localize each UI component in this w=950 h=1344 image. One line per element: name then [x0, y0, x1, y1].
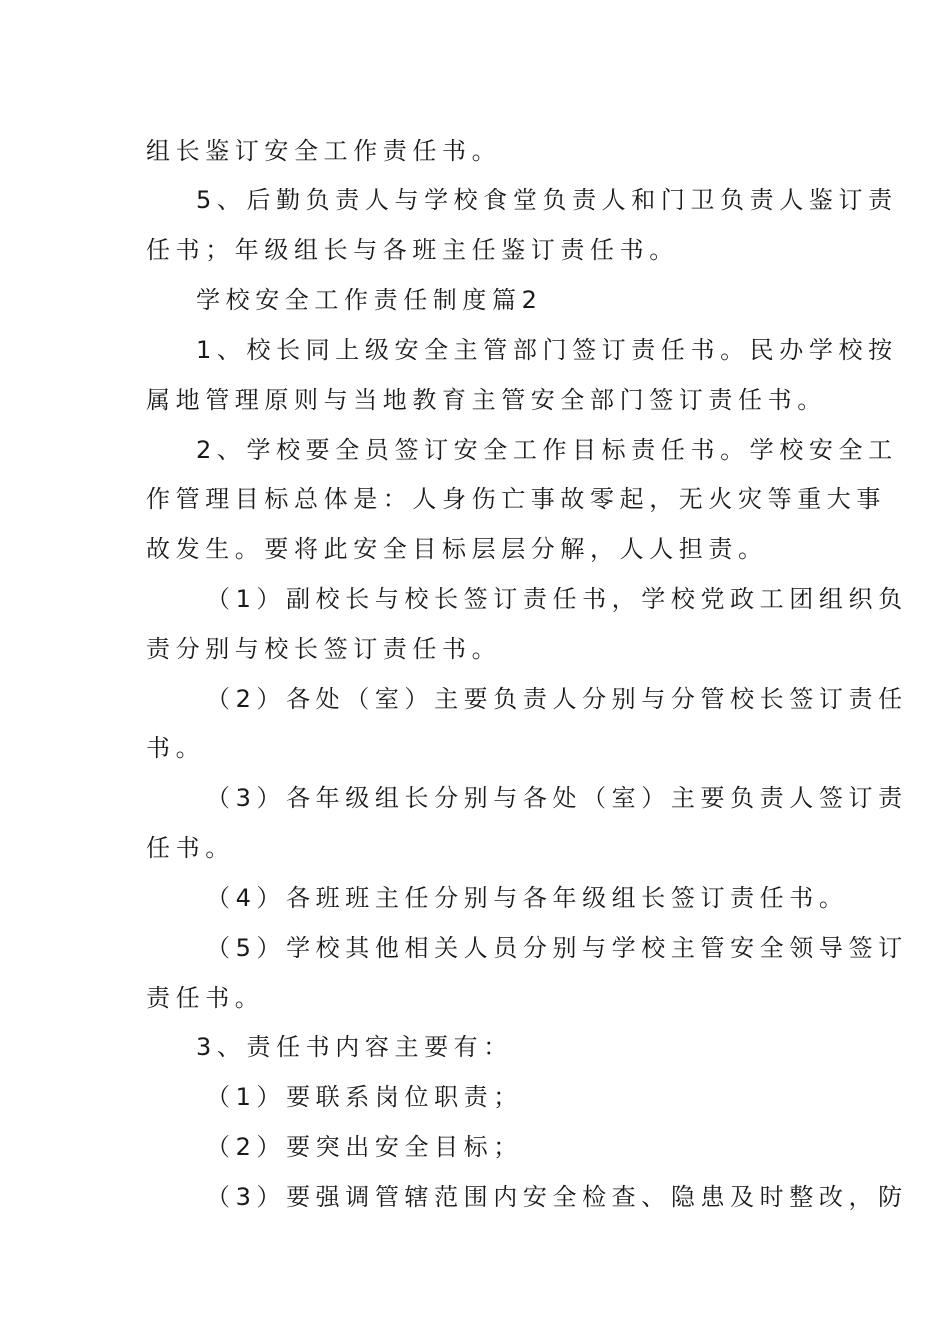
text-line: 故发生。要将此安全目标层层分解，人人担责。	[146, 535, 768, 563]
text-line: 书。	[146, 734, 206, 762]
text-line: 作管理目标总体是：人身伤亡事故零起，无火灾等重大事	[146, 485, 886, 513]
text-line: 责分别与校长签订责任书。	[146, 635, 502, 663]
text-line: （2）各处（室）主要负责人分别与分管校长签订责任	[206, 685, 908, 713]
text-line: （3）各年级组长分别与各处（室）主要负责人签订责	[206, 784, 908, 812]
text-line: 3、责任书内容主要有：	[196, 1033, 513, 1061]
text-line: 组长鉴订安全工作责任书。	[146, 137, 502, 165]
text-line: 任书。	[146, 834, 235, 862]
text-line: （2）要突出安全目标；	[206, 1133, 523, 1161]
text-line: （1）副校长与校长签订责任书，学校党政工团组织负	[206, 585, 908, 613]
text-line: （4）各班班主任分别与各年级组长签订责任书。	[206, 884, 849, 912]
text-line: （3）要强调管辖范围内安全检查、隐患及时整改，防	[206, 1183, 908, 1211]
text-line: 任书；年级组长与各班主任鉴订责任书。	[146, 236, 679, 264]
section-heading: 学校安全工作责任制度篇2	[196, 286, 543, 314]
text-line: 2、学校要全员签订安全工作目标责任书。学校安全工	[196, 436, 898, 464]
text-line: （1）要联系岗位职责；	[206, 1083, 523, 1111]
text-line: 责任书。	[146, 984, 265, 1012]
text-line: 属地管理原则与当地教育主管安全部门签订责任书。	[146, 386, 827, 414]
text-line: （5）学校其他相关人员分别与学校主管安全领导签订	[206, 934, 908, 962]
text-line: 1、校长同上级安全主管部门签订责任书。民办学校按	[196, 336, 898, 364]
text-line: 5、后勤负责人与学校食堂负责人和门卫负责人鉴订责	[196, 186, 898, 214]
